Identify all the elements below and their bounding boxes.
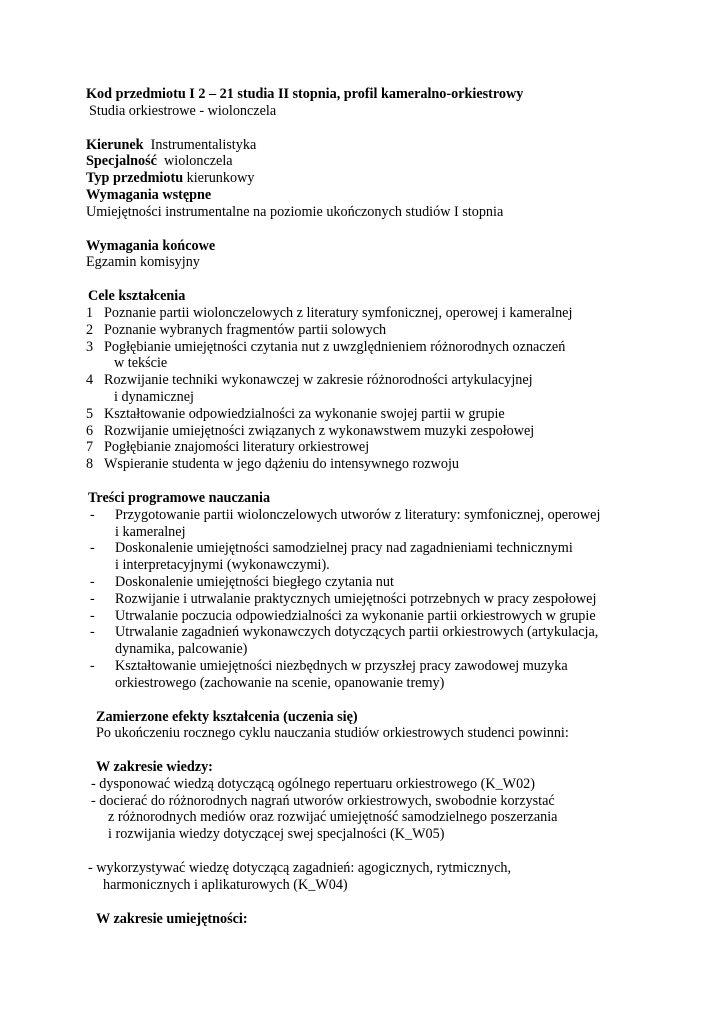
wymagania-koncowe-label: Wymagania końcowe: [86, 237, 216, 254]
tresci-item: [86, 608, 646, 625]
tresci-item: [86, 540, 646, 557]
wiedza-item: z różnorodnych mediów oraz rozwijać umiejętność samodzielnego poszerzania: [108, 809, 558, 826]
cele-item: [86, 456, 646, 473]
course-subtitle: Studia orkiestrowe - wiolonczela: [89, 102, 277, 119]
wiedza-item: i rozwijania wiedzy dotyczącej swej specjalności (K_W05): [108, 826, 445, 843]
cele-item-text: Pogłębianie umiejętności czytania nut z uwzględnieniem różnorodnych oznaczeń: [104, 338, 566, 355]
kierunek-label: Kierunek: [86, 136, 144, 153]
cele-item: [86, 355, 646, 372]
tresci-item-text: Utrwalanie poczucia odpowiedzialności za wykonanie partii orkiestrowych w grupie: [115, 607, 596, 624]
cele-item: [86, 406, 646, 423]
specjalnosc-row: [86, 153, 646, 170]
wiedza-extra-line: - wykorzystywać wiedzę dotyczącą zagadnień: agogicznych, rytmicznych,: [88, 860, 512, 877]
tresci-item: [86, 524, 646, 541]
tresci-heading: Treści programowe nauczania: [88, 489, 271, 506]
tresci-item: [86, 507, 646, 524]
cele-list: [86, 305, 646, 473]
cele-item-text: i dynamicznej: [114, 388, 194, 405]
kierunek-value: Instrumentalistyka: [150, 136, 257, 153]
cele-item-text: Rozwijanie umiejętności związanych z wykonawstwem muzyki zespołowej: [104, 422, 535, 439]
cele-item-number: 4: [86, 372, 94, 389]
tresci-item-text: i interpretacyjnymi (wykonawczymi).: [115, 557, 330, 574]
wiedza-item: - docierać do różnorodnych nagrań utworów orkiestrowych, swobodnie korzystać: [91, 792, 555, 809]
cele-item: [86, 423, 646, 440]
wiedza-heading: W zakresie wiedzy:: [96, 759, 213, 776]
cele-item-text: Kształtowanie odpowiedzialności za wykonanie swojej partii w grupie: [104, 405, 505, 422]
tresci-item: [86, 591, 646, 608]
tresci-item: [86, 557, 646, 574]
tresci-item-text: Doskonalenie umiejętności biegłego czytania nut: [115, 573, 394, 590]
cele-item: [86, 305, 646, 322]
wiedza-extra-line: harmonicznych i aplikaturowych (K_W04): [103, 876, 348, 893]
tresci-item-text: orkiestrowego (zachowanie na scenie, opanowanie tremy): [115, 674, 445, 691]
efekty-heading: Zamierzone efekty kształcenia (uczenia się): [96, 708, 358, 725]
tresci-item-text: Doskonalenie umiejętności samodzielnej pracy nad zagadnieniami technicznymi: [115, 540, 573, 557]
cele-item-text: Pogłębianie znajomości literatury orkiestrowej: [104, 439, 370, 456]
tresci-item-dash: -: [90, 506, 95, 523]
cele-item: [86, 322, 646, 339]
efekty-intro: Po ukończeniu rocznego cyklu nauczania studiów orkiestrowych studenci powinni:: [96, 725, 569, 742]
tresci-item: [86, 641, 646, 658]
tresci-item-dash: -: [90, 573, 95, 590]
wymagania-wstepne-value: Umiejętności instrumentalne na poziomie ukończonych studiów I stopnia: [86, 203, 504, 220]
tresci-item-text: Przygotowanie partii wiolonczelowych utworów z literatury: symfonicznej, operowej: [115, 506, 601, 523]
cele-item-number: 1: [86, 304, 94, 321]
cele-item: [86, 439, 646, 456]
wiedza-list: [86, 776, 646, 843]
cele-item-text: Poznanie partii wiolonczelowych z literatury symfonicznej, operowej i kameralnej: [104, 304, 573, 321]
umiejetnosci-heading: W zakresie umiejętności:: [96, 910, 248, 927]
cele-item-number: 7: [86, 439, 94, 456]
wiedza-extra-item: [86, 860, 646, 894]
cele-item-text: Rozwijanie techniki wykonawczej w zakresie różnorodności artykulacyjnej: [104, 372, 533, 389]
cele-item-number: 6: [86, 422, 94, 439]
course-title: Kod przedmiotu I 2 – 21 studia II stopnia, profil kameralno-orkiestrowy: [86, 86, 524, 102]
specjalnosc-value: wiolonczela: [164, 153, 233, 170]
specjalnosc-label: Specjalność: [86, 153, 157, 170]
tresci-item-text: dynamika, palcowanie): [115, 641, 248, 658]
tresci-item-text: i kameralnej: [115, 523, 186, 540]
wiedza-item: - dysponować wiedzą dotyczącą ogólnego repertuaru orkiestrowego (K_W02): [91, 775, 535, 792]
document-page: [86, 86, 646, 927]
kierunek-row: [86, 137, 646, 154]
typ-label: Typ przedmiotu: [86, 170, 184, 187]
cele-item-number: 5: [86, 405, 94, 422]
cele-item-number: 2: [86, 321, 94, 338]
tresci-list: [86, 507, 646, 692]
cele-heading: Cele kształcenia: [88, 288, 186, 305]
tresci-item: [86, 624, 646, 641]
tresci-item-dash: -: [90, 657, 95, 674]
tresci-item-text: Rozwijanie i utrwalanie praktycznych umiejętności potrzebnych w pracy zespołowej: [115, 590, 597, 607]
tresci-item: [86, 658, 646, 675]
tresci-item: [86, 574, 646, 591]
tresci-item: [86, 675, 646, 692]
cele-item-text: Wspieranie studenta w jego dążeniu do intensywnego rozwoju: [104, 456, 459, 473]
cele-item: [86, 372, 646, 389]
tresci-item-text: Kształtowanie umiejętności niezbędnych w przyszłej pracy zawodowej muzyka: [115, 657, 568, 674]
cele-item-number: 8: [86, 456, 94, 473]
typ-value: kierunkowy: [186, 170, 255, 187]
cele-item-text: Poznanie wybranych fragmentów partii solowych: [104, 321, 387, 338]
tresci-item-dash: -: [90, 624, 95, 641]
tresci-item-dash: -: [90, 590, 95, 607]
typ-row: [86, 170, 646, 187]
tresci-item-dash: -: [90, 540, 95, 557]
wymagania-wstepne-label: Wymagania wstępne: [86, 186, 212, 203]
wymagania-koncowe-value: Egzamin komisyjny: [86, 254, 200, 271]
cele-item: [86, 339, 646, 356]
cele-item-number: 3: [86, 338, 94, 355]
cele-item-text: w tekście: [114, 355, 168, 372]
cele-item: [86, 389, 646, 406]
tresci-item-dash: -: [90, 607, 95, 624]
tresci-item-text: Utrwalanie zagadnień wykonawczych dotyczących partii orkiestrowych (artykulacja,: [115, 624, 599, 641]
